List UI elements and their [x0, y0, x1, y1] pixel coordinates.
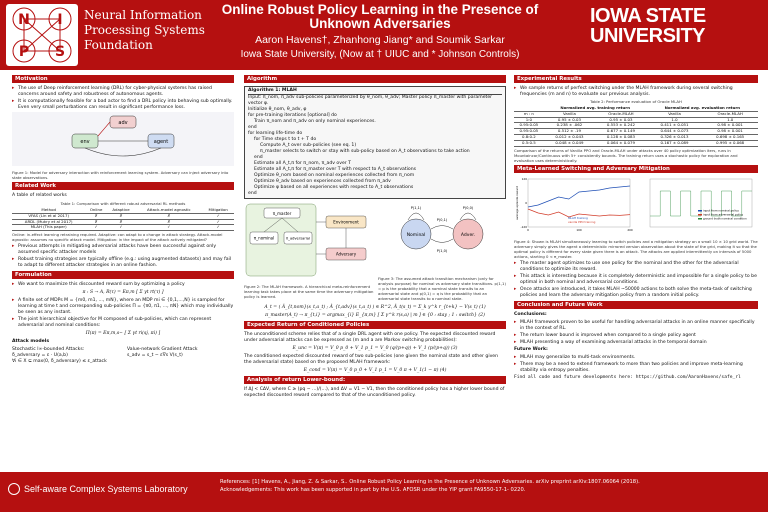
- table-cell: ✗: [107, 219, 135, 225]
- y-axis-label: average episode reward: [515, 185, 519, 220]
- figure2: [244, 202, 374, 303]
- conclusions-label: Conclusions:: [514, 311, 547, 317]
- attack-model-stochastic: [12, 347, 119, 365]
- table-cell: 0.167 ± 0.089: [647, 140, 703, 146]
- table-header-cell: Adaptive: [107, 208, 135, 213]
- equation-master-policy: π_master(A_t) → π_{t,i} = argmax_{i} E_{π,m} [ Σ γ^k r(s,a) | m ] ∈ {0 : stay ; 1 : switch} (2): [265, 313, 485, 318]
- table-cell: 0.326 ± 0.013: [647, 134, 703, 140]
- figure2-caption: Figure 2: The MLAH framework. A hierarchical meta-reinforcement learning task takes place at the same time the adversary mitigation policy is learned.: [244, 284, 374, 299]
- equation-policy: π : S → A, R(τ) = Eπ,m [ Σ γt rt(τ) ]: [82, 290, 164, 296]
- figure3: [378, 202, 506, 303]
- diagram-env-label: env: [80, 139, 90, 145]
- lab-name: Self-aware Complex Systems Laboratory: [24, 484, 188, 494]
- table-cell: ARDL (Mukry et al 2017): [12, 219, 85, 225]
- table-cell: 0.95 ± 0.03: [544, 117, 596, 123]
- algorithm-line: Optimize θ_adv based on experiences collected from π_adv: [254, 179, 391, 184]
- expected-text-2: The conditioned expected discounted reward of two sub-policies (one given the nominal state and other given the adversarial state) based on the proposed MLAH framework:: [244, 354, 499, 365]
- legend-entry: vanilla PPO training: [568, 219, 596, 224]
- org-line: Foundation: [84, 38, 153, 52]
- fig3-p01-label: P(0,1): [436, 218, 448, 222]
- algorithm-line: for pre-training iterations [optional] do: [248, 113, 337, 118]
- adversary-interaction-diagram: [12, 112, 234, 166]
- table-header-cell: Vanilla: [647, 111, 703, 117]
- algorithm-line: Initialize θ_nom, θ_adv, φ: [248, 107, 307, 112]
- table-cell: 0.553 ± 0.242: [595, 123, 647, 129]
- poster-footer: [0, 472, 768, 512]
- table-cell: 0.95 ± 0.03: [595, 117, 647, 123]
- conclusion-bullet: ▸ MLAH framework proven to be useful for handling adversarial attacks in an online manner specifically in the context of RL.: [520, 320, 758, 332]
- algorithm-line: Train π_nom and π_adv on only nominal experiences.: [254, 119, 376, 124]
- table-cell: 0.128 ± 0.083: [595, 134, 647, 140]
- related-work-table: [12, 208, 234, 231]
- equation-unconditioned: E_unc = V(π) = V_0 p_0 + V_1 p_1 = V_0 (q/(p+q)) + V_1 (p/(p+q)) (3): [292, 346, 458, 351]
- attack-models-heading: Attack models: [12, 339, 50, 345]
- motivation-bullet: ▸ It is computationally feasible for a bad actor to find a DRL policy into behaving sub optimally. Even very small perturbations can result in significant performance loss.: [18, 99, 234, 111]
- table1-caption: Table 1: Comparison with different robust adversarial RL methods: [60, 201, 186, 206]
- oracle-mlah-table: [514, 106, 758, 147]
- table-cell: ✗: [135, 213, 202, 219]
- motivation-bullet: ▸ The use of Deep reinforcement learning (DRL) for cyber-physical systems has raised concerns around safety and robustness of autonomous agents.: [18, 86, 234, 98]
- table-header-cell: Attack-model agnostic: [135, 208, 202, 213]
- algorithm-figures: [244, 202, 506, 303]
- table-cell: ✓: [202, 225, 234, 231]
- fig3-p11-label: P(1,1): [410, 206, 422, 210]
- reward-chart: [514, 176, 634, 238]
- fig3-p10-label: P(1,0): [436, 249, 448, 253]
- legend-ground-truth: ground truth nominal condition: [703, 216, 747, 221]
- algorithm-line: Optimize θ_nom based on nominal experiences collected from π_nom: [254, 173, 415, 178]
- logo-letter-p: P: [18, 44, 30, 60]
- nips-org-name: [84, 8, 214, 53]
- table-cell: 0.98 ± 0.001: [702, 129, 758, 135]
- future-bullet: ▸ There may be a need to extend framework to more than two policies and improve meta-learning stability via entropy penalties.: [520, 362, 758, 374]
- related-bullet: ▸ Robust training strategies are typically offline (e.g.: using augmented datasets) and may fail to adapt to different attacker strategies in an online fashion.: [18, 257, 234, 269]
- logo-letter-n: N: [18, 12, 30, 28]
- y-tick-label: 0: [525, 200, 527, 205]
- attack-line: δ_adversary = ε · U(a,b): [12, 353, 68, 359]
- algorithm-line: end: [248, 125, 257, 130]
- attack-line: s_adv = s_t − ε∇s V(s_t): [127, 353, 183, 359]
- attack-models: [12, 347, 234, 365]
- table-cell: 0.644 ± 0.073: [647, 129, 703, 135]
- algorithm-line: for Time steps t to t + T do: [254, 137, 317, 142]
- table-cell: 0.8:0.2: [514, 134, 544, 140]
- table-group-header: Normalized avg. training return: [544, 106, 647, 111]
- fig3-p00-label: P(0,0): [462, 206, 474, 210]
- diagram-adv-label: adv: [118, 120, 128, 126]
- table-cell: 0.95:0.05: [514, 129, 544, 135]
- section-heading-formulation: Formulation: [12, 271, 234, 279]
- nips-logo: [6, 4, 78, 66]
- section-heading-algorithm: Algorithm: [244, 75, 506, 83]
- formulation-bullet: ▸ The joint hierarchical objective for M composed of sub-policies, which can represent adversarial and nominal conditions:: [18, 317, 234, 329]
- table-cell: ✗: [135, 219, 202, 225]
- table-cell: 0.5:0.5: [514, 140, 544, 146]
- experimental-bullet: ▸ Once attacks are introduced, it takes MLAH ~50000 actions to both solve the meta-task of switching policies and learn the adversary mitigation policy from a random initial policy.: [520, 287, 758, 299]
- algorithm-line: Optimize φ based on all experiences with respect to A_t observations: [254, 185, 414, 190]
- section-heading-motivation: Motivation: [12, 75, 234, 83]
- table-cell: ✓: [107, 225, 135, 231]
- algorithm-lines: [248, 95, 502, 197]
- table-header-cell: Online: [85, 208, 106, 213]
- fig2-master-label: π_master: [272, 211, 292, 216]
- y-tick-label: -120: [520, 224, 527, 229]
- acknowledgement-text: Acknowledgements: This work has been supported in part by the U.S. AFOSR under the YIP grant FA9550-17-1- 0220.: [220, 487, 526, 493]
- section-heading-lower-bound: Analysis of return Lower-bound:: [244, 376, 506, 384]
- table-cell: 1.0: [647, 117, 703, 123]
- table-cell: 0.95:0.05: [514, 123, 544, 129]
- table-cell: ✗: [85, 213, 106, 219]
- figure1-caption: Figure 1: Model for adversary interaction with reinforcement learning system. Adversary can inject adversary into state observations.: [12, 170, 229, 180]
- legend-entry: MLAH training: [568, 215, 588, 220]
- algorithm-line: Estimate all A_t,π for π_master over T with respect to A_t observations: [254, 167, 417, 172]
- table-cell: 1:0: [514, 117, 544, 123]
- column-middle: [244, 73, 506, 401]
- algorithm-line: Estimate all A_t,π for π_nom, π_adv over T: [254, 161, 351, 166]
- fig2-environment-label: Environment: [333, 219, 359, 225]
- poster-authors: [215, 34, 545, 61]
- author-list: Aaron Havens†, Zhanhong Jiang* and Soumik Sarkar: [255, 34, 505, 46]
- legend-nominal-input: input from nominal policy: [703, 208, 739, 213]
- attack-line: ∀i ∈ X ⊆ max(0, δ_adversary) ≤ ε_attack: [12, 359, 107, 365]
- iowa-state-logo: [590, 6, 760, 46]
- table-cell: ✓: [135, 225, 202, 231]
- algorithm-name: Algorithm 1: MLAH: [248, 88, 502, 95]
- related-bullet: ▸ Previous attempts in mitigating adversarial attacks have been successful against only assumed specific attacker models: [18, 244, 234, 256]
- experimental-bullet: ▸ This attack is interesting because it is completely deterministic and impossible for a single policy to be optimal in both nominal and adversarial conditions.: [520, 274, 758, 286]
- table-header-cell: m : n: [514, 111, 544, 117]
- algorithm-line: end: [254, 155, 263, 160]
- figure3-caption: Figure 3: The assumed attack transition mechanism (only for analysis purpose) for nominal vs adversary state transitions. p(1,1) = p is the probability that a nominal state transits to an adversarial state and p(0,1) = q is the probability that an adversarial state transits to a nominal state.: [378, 276, 506, 301]
- attack-line: Stochastic l∞-bounded Attacks:: [12, 347, 85, 353]
- table1-note: Online: in-effect learning retraining required. Adaptive: can adapt to a change in attack strategy. Attack-model agnostic: assumes no specific attack model. Mitigation: in the impact of the attack actively mitigated?: [12, 232, 223, 243]
- conclusion-bullet: ▸ The return lower bound is improved when compared to a single policy agent: [520, 333, 758, 339]
- algorithm-line: Input: π_nom, π_adv sub-policies parameterized by θ_nom, θ_adv; Master policy π_master with parameter vector φ.: [248, 95, 493, 106]
- table-cell: ✓: [202, 213, 234, 219]
- figure4-caption: Figure 4: Shown is MLAH simultaneously learning to switch policies and a mitigation strategy on a small 10 × 10 grid world. The adversary simply gives the agent a deterministic mirrored version observation about the state of the grid, making it so that the optimal policy is different for every state given there is an attack. The attacks are applied intermittently on intervals of 5000 actions, starting 0 < π_master.: [514, 238, 758, 259]
- equation-objective: Π(π) = Eπ,m,s∼ [ Σ γt ri(sj, πi) ]: [85, 331, 161, 337]
- equation-advantage: A_t = ( Â_{t,nom}(s_t,a_t) ; Â_{t,adv}(s_t,a_t) ) ∈ R^2, Â_t(s_t) = Σ_k γ^k r_{t+k} − V(s_t) (1): [264, 305, 486, 310]
- references: [220, 478, 760, 494]
- legend-adversarial-input: input from adversarial policy: [703, 212, 744, 217]
- org-line: Neural Information: [84, 8, 202, 22]
- table-header-cell: Oracle-MLAH: [595, 111, 647, 117]
- expected-text-1: The unconditioned scheme relies that of a single DRL agent with one policy. The expected discounted reward under adversarial attacks can be expressed as (m and a are Markov switching probabilities):: [244, 332, 496, 343]
- conclusion-bullet: ▸ MLAH presenting a way of examining adversarial attacks in the temporal domain: [520, 340, 758, 346]
- table-header-cell: Vanilla: [544, 111, 596, 117]
- code-link[interactable]: Find all code and future developments here: https://github.com/AaronHavens/safe_rl: [514, 374, 741, 380]
- experimental-bullet: ▸ We sample returns of perfect switching under the MLAH framework during several switching frequencies (m and n) to evaluate our previous analysis.: [520, 86, 758, 98]
- table2-caption: Table 2: Performance evaluation of Oracle MLAH: [590, 99, 682, 104]
- table-header-cell: Mitigation: [202, 208, 234, 213]
- section-heading-conclusion: Conclusion and Future Work: [514, 301, 758, 309]
- university-line: UNIVERSITY: [590, 25, 706, 47]
- mlah-framework-diagram: [244, 202, 374, 280]
- algorithm-line: for learning life-time do: [248, 131, 303, 136]
- logo-letter-s: S: [54, 44, 66, 60]
- formulation-bullet: ▸ We want to maximize this discounted reward sum by optimizing a policy: [18, 282, 234, 288]
- table-cell: 1.0: [702, 117, 758, 123]
- table-group-header: Normalized avg. evaluation return: [647, 106, 758, 111]
- x-tick-label: 0: [527, 227, 529, 232]
- x-tick-label: 100: [576, 227, 582, 232]
- logo-letter-i: I: [57, 12, 63, 28]
- table-cell: 0.012 ± 0.043: [544, 134, 596, 140]
- org-line: Processing Systems: [84, 23, 205, 37]
- nips-logo-graphic: [6, 4, 78, 66]
- table-row: [12, 225, 234, 231]
- y-tick-label: 120: [521, 176, 527, 181]
- algorithm-line: π_master selects to switch or stay with sub-policy based on A_t observations to take action: [260, 149, 470, 154]
- fig3-adver-label: Adver.: [460, 233, 476, 238]
- table-body: [514, 117, 758, 146]
- poster-title: Online Robust Policy Learning in the Presence of Unknown Adversaries: [221, 2, 539, 31]
- table-cell: 0.064 ± 0.079: [595, 140, 647, 146]
- fig2-nominal-label: π_nominal: [253, 235, 275, 241]
- table-cell: 0.677 ± 0.149: [595, 129, 647, 135]
- poster-header: [0, 0, 768, 70]
- algorithm-line: Compute A_t over sub-policies (see eq. 1): [260, 143, 357, 148]
- section-heading-related: Related Work: [12, 182, 234, 190]
- future-work-label: Future Work:: [514, 346, 548, 352]
- experimental-bullet: ▸ The master agent optimizes to use one policy for the nominal and the other for the adversarial conditions to optimize its reward.: [520, 261, 758, 273]
- fig3-nominal-label: Nominal: [406, 233, 426, 238]
- diagram-agent-label: agent: [153, 139, 169, 145]
- table-header-cell: Oracle-MLAH: [702, 111, 758, 117]
- table-cell: 0.411 ± 0.051: [647, 123, 703, 129]
- attack-transition-diagram: [378, 202, 506, 272]
- table-cell: ✗: [107, 213, 135, 219]
- lab-logo-icon: [8, 483, 20, 495]
- section-heading-meta-learned: Meta-Learned Switching and Adversary Mitigation: [514, 165, 758, 173]
- equation-conditioned: E_cond = V(π) = V_0 p_0 + V_1 p_1 = V_0 π + V_1(1 − π) (4): [303, 368, 447, 373]
- table-cell: 0.698 ± 0.165: [702, 134, 758, 140]
- figure4-charts: [514, 176, 758, 238]
- table2-note: Comparison of the returns of Vanilla PPO and Oracle-MLAH under attacks over 40 policy optimization iters, runs in Mountaincar/Continuous with 5+ consistently bounds. The training return uses a stochastic policy for exploration and evaluation uses deterministically.: [514, 147, 738, 163]
- table-cell: 0.98 ± 0.001: [702, 123, 758, 129]
- fig2-adversary-label: Adversary: [335, 251, 357, 257]
- table-cell: 0.512 ± .19: [544, 129, 596, 135]
- affiliation: Iowa State University, (Now at † UIUC and * Johnson Controls): [240, 49, 520, 60]
- attack-line: Value-network Gradient Attack: [127, 347, 198, 353]
- fig2-adversarial-label: π_adversarial: [285, 236, 311, 241]
- table-cell: 0.995 ± 0.068: [702, 140, 758, 146]
- table-cell: ✓: [85, 225, 106, 231]
- column-left: [12, 73, 234, 365]
- lower-bound-text: If ΔJ < CΔV, where C ≥ (pq − ...)/(...), and ΔV = V1 − V1, then the conditioned policy has a higher lower bound of expected discounted reward compared to that of the unconditioned policy.: [244, 387, 505, 398]
- section-heading-expected-return: Expected Return of Conditioned Policies: [244, 321, 506, 329]
- table-cell: VFAS (Lin et al 2017): [12, 213, 85, 219]
- algorithm-line: end: [248, 191, 257, 196]
- section-heading-experimental: Experimental Results: [514, 75, 758, 83]
- x-tick-label: 200: [627, 227, 633, 232]
- algorithm-box: [244, 86, 506, 199]
- table-row: [514, 140, 758, 146]
- table-cell: MLAH (This paper): [12, 225, 85, 231]
- table-cell: 0.048 ± 0.049: [544, 140, 596, 146]
- future-bullet: ▸ MLAH may generalize to multi-task environments.: [520, 355, 758, 361]
- table-cell: 0.238 ± .062: [544, 123, 596, 129]
- related-intro: A table of related works: [12, 193, 67, 198]
- university-line: IOWA STATE: [590, 5, 706, 27]
- column-right: [514, 73, 758, 383]
- switching-chart: [638, 176, 756, 238]
- reference-text: References: [1] Havens, A., Jiang, Z. & Sarkar, S.. Online Robust Policy Learning in the Presence of Unknown Adversaries. arXiv preprint arXiv:1807.06064 (2018).: [220, 479, 640, 485]
- attack-model-gradient: [127, 347, 234, 365]
- table-cell: ✗: [85, 219, 106, 225]
- formulation-bullet: ▸ A finite set of MDPs M = {m0, m1, ..., mN}, where an MDP mi ∈ {0,1,...,N} is sampled for learning at time t and corresponding sub-policies Π = {π0, π1, ..., πN} which may individually be seen as any instant.: [18, 298, 234, 316]
- table-cell: ✓: [202, 219, 234, 225]
- table-header-cell: Method: [12, 208, 85, 213]
